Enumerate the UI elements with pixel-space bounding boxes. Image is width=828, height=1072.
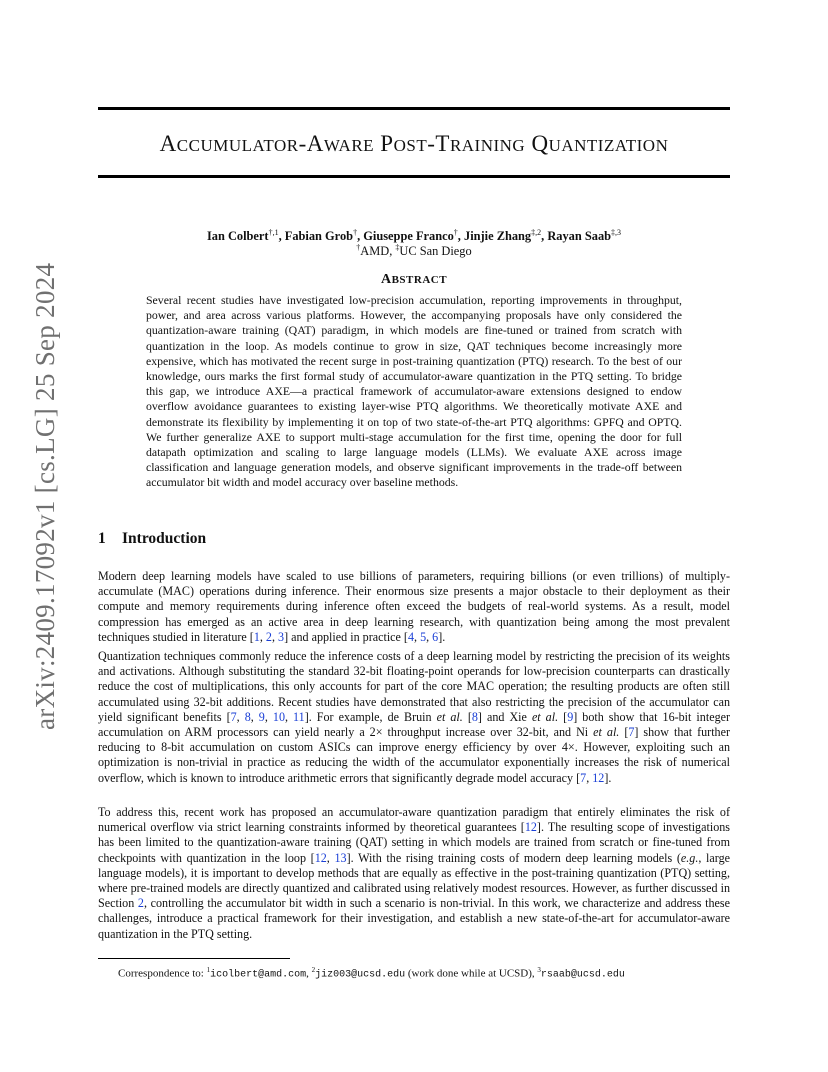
- bottom-title-rule: [98, 175, 730, 178]
- citation-link[interactable]: 7: [230, 709, 237, 724]
- text-run: ].: [438, 629, 446, 644]
- citation-link[interactable]: 2: [265, 629, 272, 644]
- footnote-mark: 1: [206, 966, 211, 974]
- section-heading: 1 Introduction: [98, 530, 207, 547]
- text-run: ]. The resulting scope of investigations has been limited to the quantization-aware training (QAT) setting in which models are trained from scratch or fine-tuned from checkpoints with quantization in the loop [: [98, 820, 730, 865]
- citation-link[interactable]: 12: [592, 770, 605, 785]
- text-run: , controlling the accumulator bit width in such a scenario is non-trivial. In this work, we characterize and address these challenges, introduce a practical framework for their investigation, and establish a new state-of-the-art for accumulator-aware quantization in the PTQ setting.: [98, 896, 730, 941]
- author-list: Ian Colbert$^{\dagger,1}$, Fabian Grob†, Giuseppe Franco†, Jinjie Zhang$^{\ddagger,2}$, Rayan Saab$^{\ddagger,3}$: [206, 228, 622, 244]
- text-run: ,: [236, 709, 245, 724]
- text-run: ,: [586, 770, 593, 785]
- footnote-rule: [98, 958, 290, 959]
- italic-text: e.g.: [680, 850, 699, 865]
- text-run: ] and applied in practice [: [284, 629, 408, 644]
- text-run: [: [462, 709, 472, 724]
- citation-link[interactable]: 9: [567, 709, 574, 724]
- author-name: Fabian Grob: [284, 229, 354, 244]
- author-mark: ‡,2: [531, 228, 542, 237]
- footnote: [98, 963, 730, 983]
- author-name: Jinjie Zhang: [464, 229, 532, 244]
- text-run: ] both show that 16-bit integer accumulation on ARM processors can yield nearly a 2× throughput increase over 32-bit, and Ni: [98, 709, 731, 740]
- text-run: , large language models), it is important to develop methods that are equally as effective in the post-training quantization (PTQ) setting, where pre-trained models are directly quantized and calibrated using relatively modest resources. However, as further discussed in Section: [98, 850, 730, 911]
- text-run: ]. For example, de Bruin: [304, 709, 437, 724]
- text-run: ,: [250, 709, 259, 724]
- author-name: Giuseppe Franco: [363, 229, 454, 244]
- citation-link[interactable]: 1: [253, 629, 260, 644]
- italic-text: et al.: [593, 725, 620, 740]
- text-run: Quantization techniques commonly reduce the inference costs of a deep learning model by restricting the precision of its weights and activations. Although substituting the standard 32-bit floating-point operands for low-precision counterparts can drastically reduce the cost of multiplications, this only accounts for part of the core MAC operation; the resulting products are often still accumulated using 32-bit additions. Recent studies have demonstrated that also restricting the precision of the accumulator can yield significant benefits [: [98, 649, 730, 724]
- citation-link[interactable]: 10: [272, 709, 285, 724]
- abstract-text: Several recent studies have investigated low-precision accumulation, reporting improvements in throughput, power, and area across various platforms. However, the accompanying proposals have only considered the quantization-aware training (QAT) paradigm, in which models are fine-tuned or trained from scratch with quantization in the loop. As models continue to grow in size, QAT techniques become increasingly more expensive, which has motivated the recent surge in post-training quantization (PTQ) research. To the best of our knowledge, ours marks the first formal study of accumulator-aware quantization in the PTQ setting. To bridge this gap, we introduce AXE—a practical framework of accumulator-aware extensions designed to endow overflow avoidance guarantees to existing layer-wise PTQ algorithms. We theoretically motivate AXE and demonstrate its flexibility by implementing it on top of two state-of-the-art PTQ algorithms: GPFQ and OPTQ. We further generalize AXE to support multi-stage accumulation for the first time, opening the door for full datapath optimization and scaling to large language models (LLMs). We evaluate AXE across image classification and language generation models, and observe significant improvements in the trade-off between accumulator bit width and model accuracy over baseline methods.: [146, 293, 682, 490]
- text-run: ,: [284, 709, 294, 724]
- text-run: ].: [604, 770, 612, 785]
- intro-paragraph-2: [98, 649, 730, 786]
- citation-link[interactable]: 3: [278, 629, 285, 644]
- text-run: ,: [426, 629, 433, 644]
- text-run: ,: [414, 629, 421, 644]
- email-address: rsaab@ucsd.edu: [540, 969, 625, 981]
- citation-link[interactable]: 8: [471, 709, 478, 724]
- text-run: ,: [259, 629, 266, 644]
- author-mark: †: [453, 228, 458, 237]
- citation-link[interactable]: 12: [314, 850, 327, 865]
- intro-paragraph-1: [98, 569, 730, 645]
- citation-link[interactable]: 5: [420, 629, 427, 644]
- text-run: ] and Xie: [477, 709, 532, 724]
- citation-link[interactable]: 7: [628, 725, 635, 740]
- citation-link[interactable]: 11: [293, 709, 305, 724]
- author-name: Ian Colbert: [206, 229, 269, 244]
- citation-link[interactable]: 2: [137, 896, 144, 911]
- italic-text: et al.: [436, 709, 463, 724]
- footnote-mark: 3: [537, 966, 541, 974]
- author-name: Rayan Saab: [547, 229, 612, 244]
- author-mark: †: [353, 228, 358, 237]
- citation-link[interactable]: 13: [334, 850, 347, 865]
- text-run: ,: [271, 629, 279, 644]
- citation-link[interactable]: 8: [244, 709, 251, 724]
- text-run: ,: [306, 967, 312, 980]
- text-run: ,: [326, 850, 335, 865]
- footnote-mark: 2: [311, 966, 316, 974]
- intro-paragraph-3: [98, 805, 730, 942]
- citation-link[interactable]: 4: [407, 629, 415, 644]
- text-run: [: [619, 725, 629, 740]
- email-address: jiz003@ucsd.edu: [315, 969, 406, 981]
- citation-link[interactable]: 7: [580, 770, 587, 785]
- citation-link[interactable]: 6: [432, 629, 439, 644]
- affiliations: †AMD, ‡UC San Diego: [356, 243, 472, 259]
- arxiv-stamp: arXiv:2409.17092v1 [cs.LG] 25 Sep 2024: [30, 262, 60, 730]
- text-run: [: [558, 709, 568, 724]
- author-mark: †,1: [268, 228, 279, 237]
- text-run: ] show that further reducing to 8-bit accumulation on custom ASICs can improve energy efficiency by over 4×. However, exploiting such an optimization is non-trivial in practice as reducing the width of the accumulator exponentially increases the risk of numerical overflow, which is known to introduce arithmetic errors that significantly degrade model accuracy [: [98, 725, 730, 785]
- top-rule: [98, 107, 730, 110]
- text-run: Modern deep learning models have scaled to use billions of parameters, requiring billions (or even trillions) of multiply-accumulate (MAC) operations during inference. Their enormous size presents a major obstacle to their deployment as their compute and memory requirements during inference often exceed the budgets of real-world systems. As a result, model compression has emerged as an active area in deep learning research, with quantization being among the most prevalent techniques studied in literature [: [98, 569, 730, 644]
- text-run: (work done while at UCSD),: [405, 967, 538, 980]
- italic-text: et al.: [531, 709, 559, 724]
- text-run: Correspondence to:: [118, 967, 207, 980]
- text-run: ]. With the rising training costs of modern deep learning models (: [346, 850, 681, 865]
- citation-link[interactable]: 12: [524, 820, 537, 835]
- text-run: To address this, recent work has proposed an accumulator-aware quantization paradigm that entirely eliminates the risk of numerical overflow via strict learning constraints informed by theoretical guarantees [: [98, 805, 730, 835]
- author-mark: ‡,3: [611, 228, 622, 237]
- text-run: ,: [264, 709, 273, 724]
- paper-title: ACCUMULATOR-AWARE POST-TRAINING QUANTIZATION: [159, 131, 669, 156]
- abstract-heading: ABSTRACT: [380, 272, 448, 287]
- email-address: icolbert@amd.com: [210, 969, 307, 981]
- citation-link[interactable]: 9: [258, 709, 265, 724]
